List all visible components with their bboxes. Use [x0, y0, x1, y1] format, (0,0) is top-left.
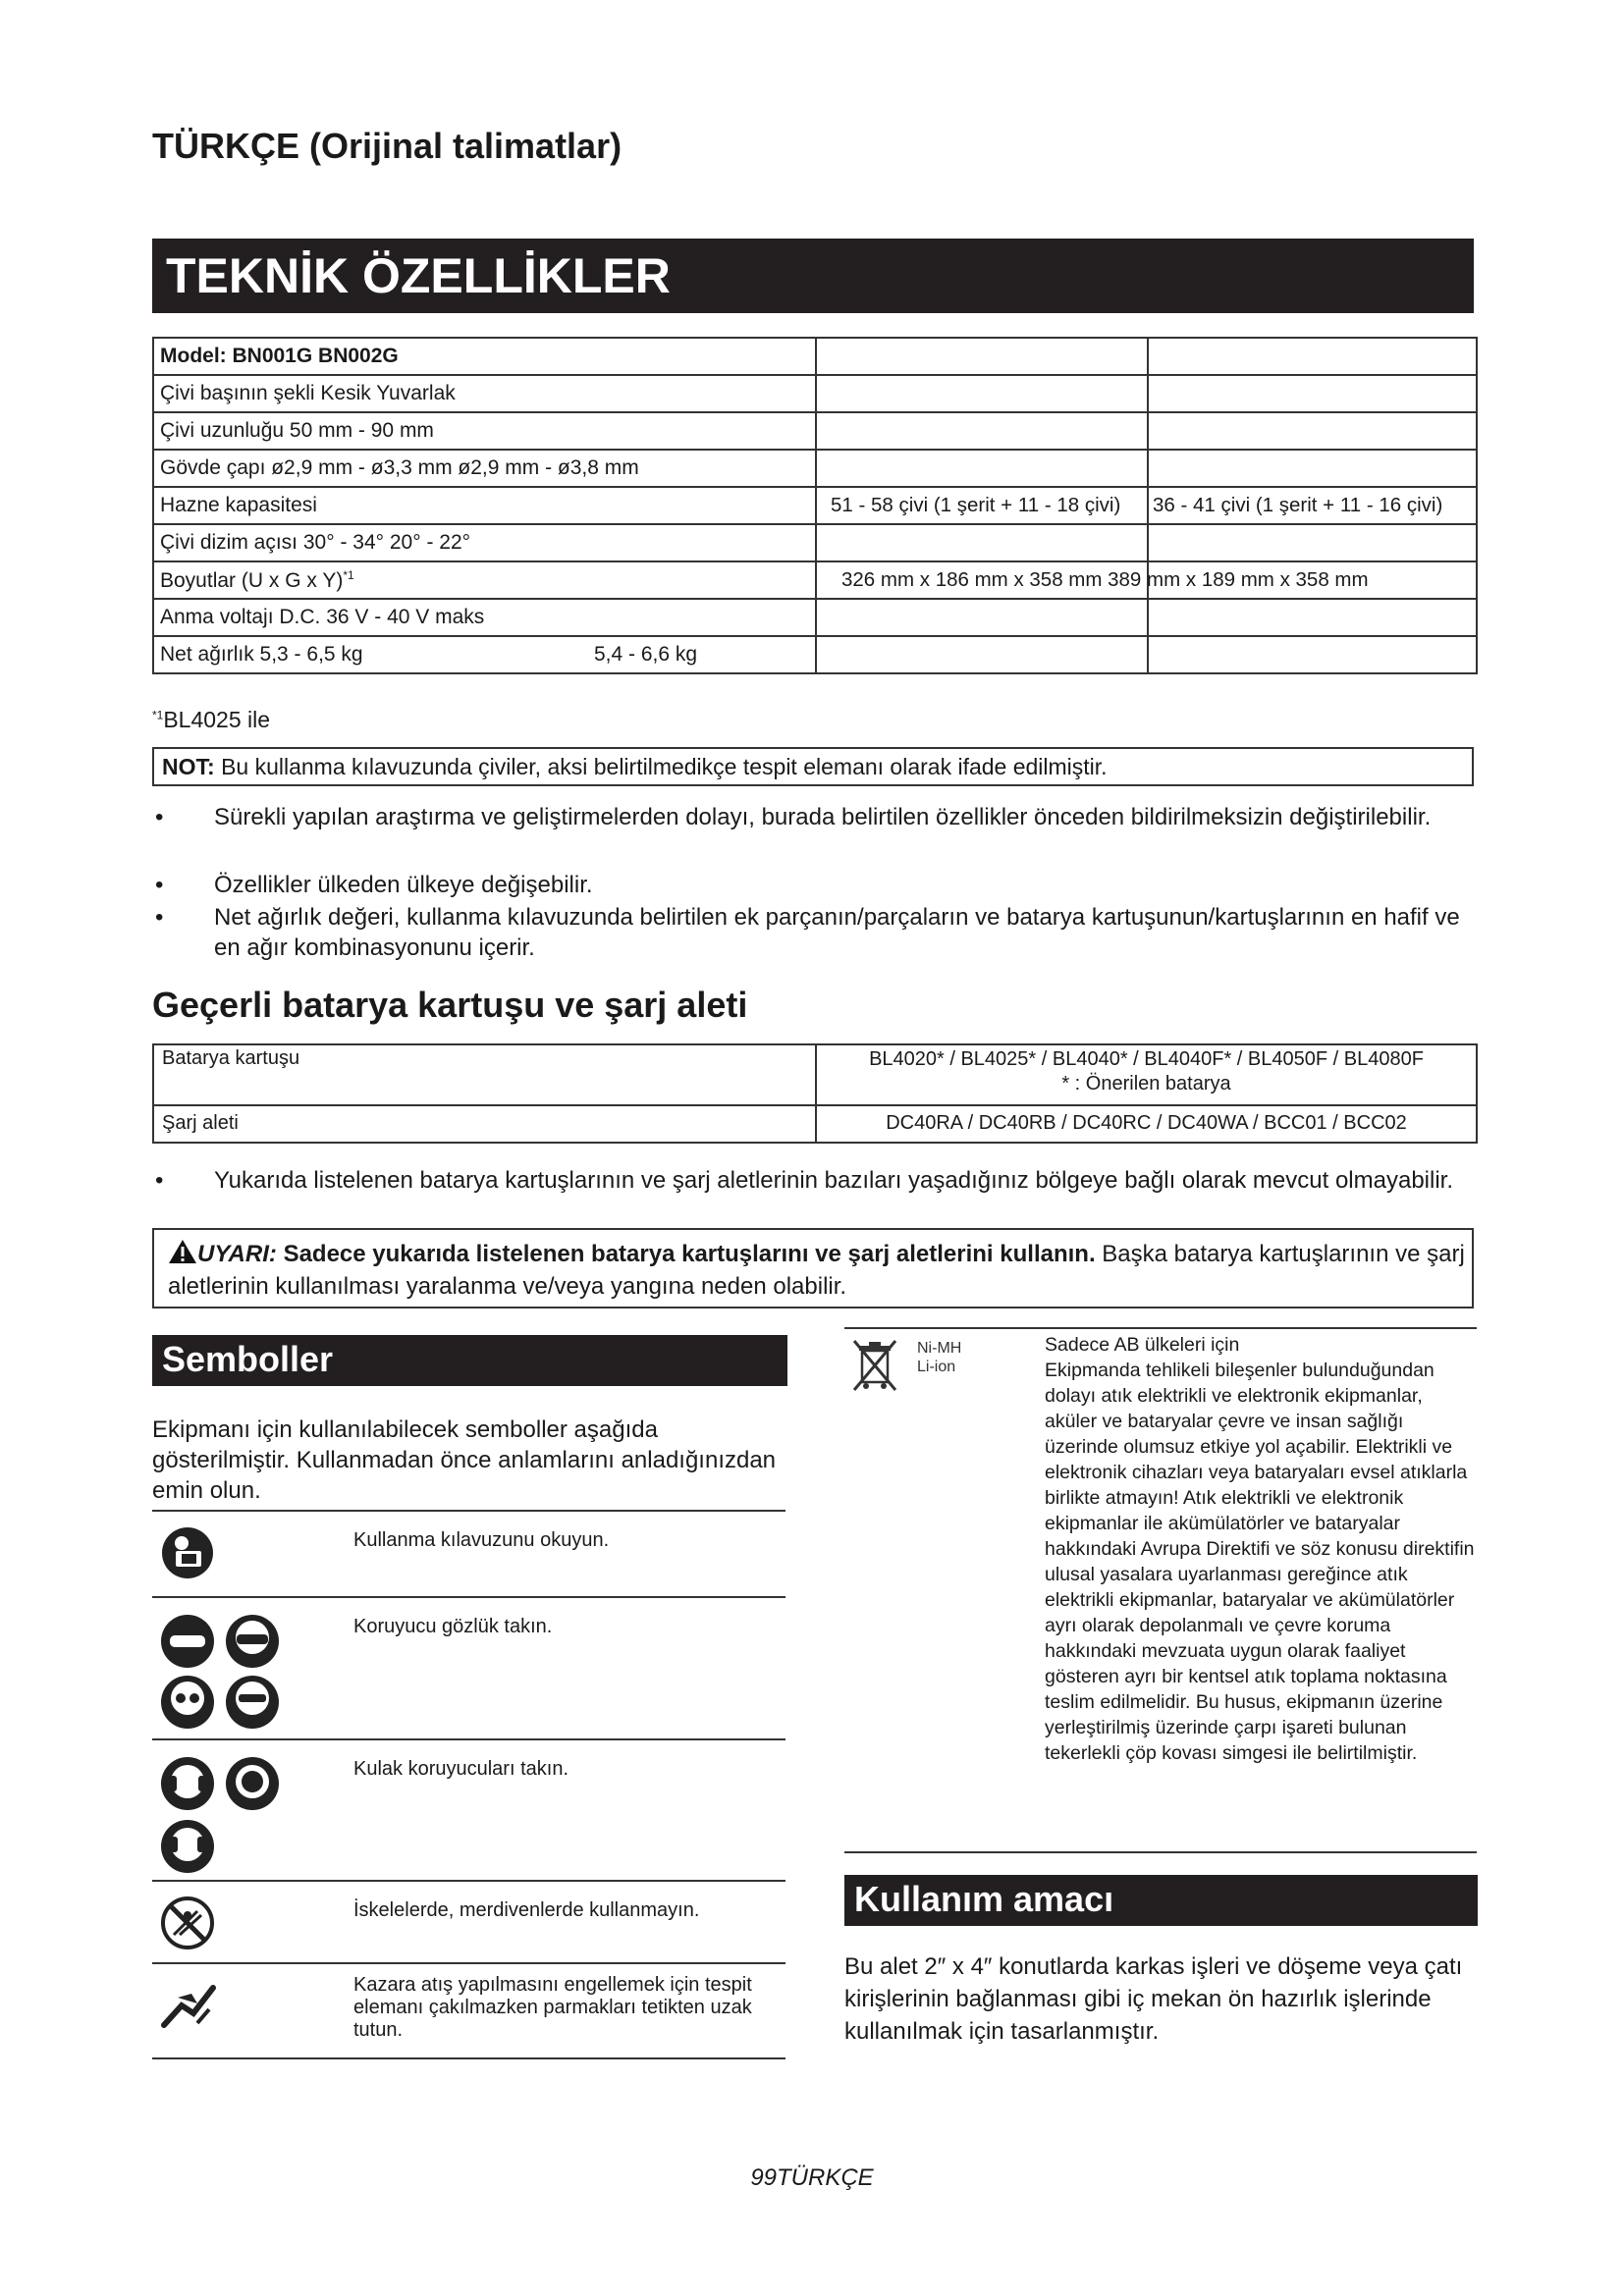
spec-value — [1148, 599, 1477, 636]
table-row — [153, 1044, 1477, 1105]
specs-section-title: TEKNİK ÖZELLİKLER — [152, 239, 1474, 313]
list-item: • Yukarıda listelenen batarya kartuşlarının ve şarj aletlerinin bazıları yaşadığınız bölgeye bağlı olarak mevcut olmayabilir. — [155, 1167, 1454, 1194]
table-row — [153, 599, 1477, 636]
symbol-text: Koruyucu gözlük takın. — [353, 1616, 553, 1637]
spec-label: Çivi başının şekli Kesik Yuvarlak — [153, 375, 816, 412]
spec-label: Model: BN001G BN002G — [153, 338, 816, 375]
table-row — [153, 487, 1477, 524]
language-title: TÜRKÇE (Orijinal talimatlar) — [152, 126, 623, 166]
note-box — [152, 747, 1474, 786]
table-row — [153, 524, 1477, 561]
warning-box — [152, 1228, 1474, 1308]
intended-use-text: Bu alet 2″ x 4″ konutlarda karkas işleri ve döşeme veya çatı kirişlerinin bağlanması gibi iç mekan ön hazırlık işlerinde kullanılmak için tasarlanmıştır. — [844, 1953, 1463, 2045]
battery-label: Batarya kartuşu — [153, 1044, 816, 1105]
table-row — [153, 412, 1477, 450]
symbol-row — [152, 1880, 785, 1962]
spec-label: Çivi uzunluğu 50 mm - 90 mm — [153, 412, 816, 450]
spec-label: Hazne kapasitesi — [153, 487, 816, 524]
spec-value — [816, 450, 1148, 487]
symbols-section-title: Semboller — [152, 1335, 787, 1386]
weee-body: Ekipmanda tehlikeli bileşenler bulunduğundan dolayı atık elektrikli ve elektronik ekipmanlar, aküler ve bataryalar çevre ve insan sağlığı üzerinde olumsuz etkiye yol açabilir. Elektrikli ve elektronik cihazları veya bataryaları evsel atıklarla birlikte atmayın! Atık elektrikli ve elektronik ekipmanlar ile akümülatörler ve bataryalar hakkındaki Avrupa Direktifi ve söz konusu direktifin ulusal yasalara uyarlanması gereğince atık elektrikli ekipmanlar, bataryalar ve akümülatörler ayrı olarak depolanmalı ve çevre koruma hakkındaki mevzuata uygun olarak faaliyet gösteren ayrı bir kentsel atık toplama noktasına teslim edilmelidir. Bu husus, ekipmanın üzerine yerleştirilmiş üzerinde çarpı işareti bulunan tekerlekli çöp kovası simgesi ile belirtilmiştir. — [1045, 1360, 1475, 1764]
list-item: • Net ağırlık değeri, kullanma kılavuzunda belirtilen ek parçanın/parçaların ve batarya kartuşunun/kartuşlarının en hafif ve en ağır kombinasyonunu içerir. — [155, 904, 1460, 961]
spec-value — [1148, 338, 1477, 375]
divider — [844, 1327, 1477, 1329]
spec-value — [1148, 524, 1477, 561]
weight-extra: 5,4 - 6,6 kg — [594, 643, 698, 666]
spec-value — [816, 599, 1148, 636]
symbol-row — [152, 1962, 785, 2059]
spec-label: Çivi dizim açısı 30° - 34° 20° - 22° — [153, 524, 816, 561]
table-row — [153, 1105, 1477, 1143]
warning-icon — [168, 1239, 197, 1264]
spec-label: Boyutlar (U x G x Y)$^{*1}$ — [153, 561, 816, 599]
spec-label: Gövde çapı ø2,9 mm - ø3,3 mm ø2,9 mm - ø3,8 mm — [153, 450, 816, 487]
specs-table — [152, 337, 1478, 674]
spec-label: Net ağırlık 5,3 - 6,5 kg 5,4 - 6,6 kg — [153, 636, 816, 673]
table-row — [153, 375, 1477, 412]
footnote: $^{*1}$BL4025 ile — [152, 707, 271, 732]
battery-section-title: Geçerli batarya kartuşu ve şarj aleti — [152, 985, 748, 1025]
charger-value: DC40RA / DC40RB / DC40RC / DC40WA / BCC01 / BCC02 — [816, 1105, 1477, 1143]
warning-bold-text: Sadece yukarıda listelenen batarya kartuşlarını ve şarj aletlerini kullanın. — [283, 1241, 1096, 1267]
symbol-text: İskelelerde, merdivenlerde kullanmayın. — [353, 1899, 700, 1921]
spec-value — [816, 636, 1148, 673]
symbols-intro: Ekipmanı için kullanılabilecek semboller aşağıda gösterilmiştir. Kullanmadan önce anlamlarını anladığınızdan emin olun. — [152, 1416, 777, 1504]
spec-value — [1148, 375, 1477, 412]
crossed-bin-icon — [850, 1337, 899, 1399]
symbol-text: Kazara atış yapılmasını engellemek için tespit elemanı çakılmazken parmakları tetikten uzak tutun. — [353, 1974, 752, 2041]
finger-off-trigger-icon — [158, 1974, 219, 2038]
table-row — [153, 338, 1477, 375]
symbols-table — [152, 1510, 785, 2059]
weee-title: Sadece AB ülkeleri için — [1045, 1334, 1240, 1356]
no-scaffolding-icon — [158, 1892, 217, 1955]
warning-label: UYARI: — [197, 1241, 277, 1267]
spec-value — [816, 338, 1148, 375]
footer-language: TÜRKÇE — [777, 2164, 874, 2191]
table-row — [153, 636, 1477, 673]
spec-value — [816, 412, 1148, 450]
divider — [844, 1851, 1477, 1853]
list-item: • Sürekli yapılan araştırma ve geliştirmelerden dolayı, burada belirtilen özellikler önceden bildirilmeksizin değiştirilebilir. — [155, 804, 1432, 830]
read-manual-icon — [158, 1522, 217, 1585]
page-footer — [0, 2164, 1624, 2192]
safety-glasses-icon — [158, 1608, 286, 1740]
table-row — [153, 561, 1477, 599]
note-label: NOT: — [162, 754, 215, 779]
intended-use-title: Kullanım amacı — [844, 1875, 1478, 1926]
table-row — [153, 450, 1477, 487]
spec-value — [1148, 636, 1477, 673]
ear-protection-icon — [158, 1750, 286, 1883]
page-number: 99 — [750, 2164, 778, 2191]
battery-table — [152, 1043, 1478, 1144]
symbol-text: Kullanma kılavuzunu okuyun. — [353, 1529, 610, 1551]
spec-value — [816, 375, 1148, 412]
spec-value: 36 - 41 çivi (1 şerit + 11 - 16 çivi) — [1148, 487, 1477, 524]
note-text: Bu kullanma kılavuzunda çiviler, aksi belirtilmedikçe tespit elemanı olarak ifade edilmiştir. — [221, 754, 1108, 779]
symbol-row — [152, 1510, 785, 1596]
symbol-row — [152, 1738, 785, 1880]
list-item: • Özellikler ülkeden ülkeye değişebilir. — [155, 872, 593, 898]
weee-text — [1045, 1332, 1477, 1766]
spec-value — [1148, 450, 1477, 487]
spec-value — [816, 524, 1148, 561]
symbol-text: Kulak koruyucuları takın. — [353, 1758, 568, 1780]
warning-text: Başka batarya kartuşlarının ve şarj aletlerinin kullanılması yaralanma ve/veya yangına neden olabilir. — [168, 1241, 1465, 1300]
spec-value: 51 - 58 çivi (1 şerit + 11 - 18 çivi) — [816, 487, 1148, 524]
footnote-ref: *1 — [343, 567, 354, 582]
spec-label: Anma voltajı D.C. 36 V - 40 V maks — [153, 599, 816, 636]
battery-value: BL4020* / BL4025* / BL4040* / BL4040F* / BL4050F / BL4080F * : Önerilen batarya — [816, 1044, 1477, 1105]
spec-value — [1148, 412, 1477, 450]
charger-label: Şarj aleti — [153, 1105, 816, 1143]
symbol-row — [152, 1596, 785, 1738]
weee-chemistry-labels: Ni-MH Li-ion — [917, 1340, 962, 1375]
spec-value: 326 mm x 186 mm x 358 mm 389 mm x 189 mm x 358 mm — [816, 561, 1148, 599]
